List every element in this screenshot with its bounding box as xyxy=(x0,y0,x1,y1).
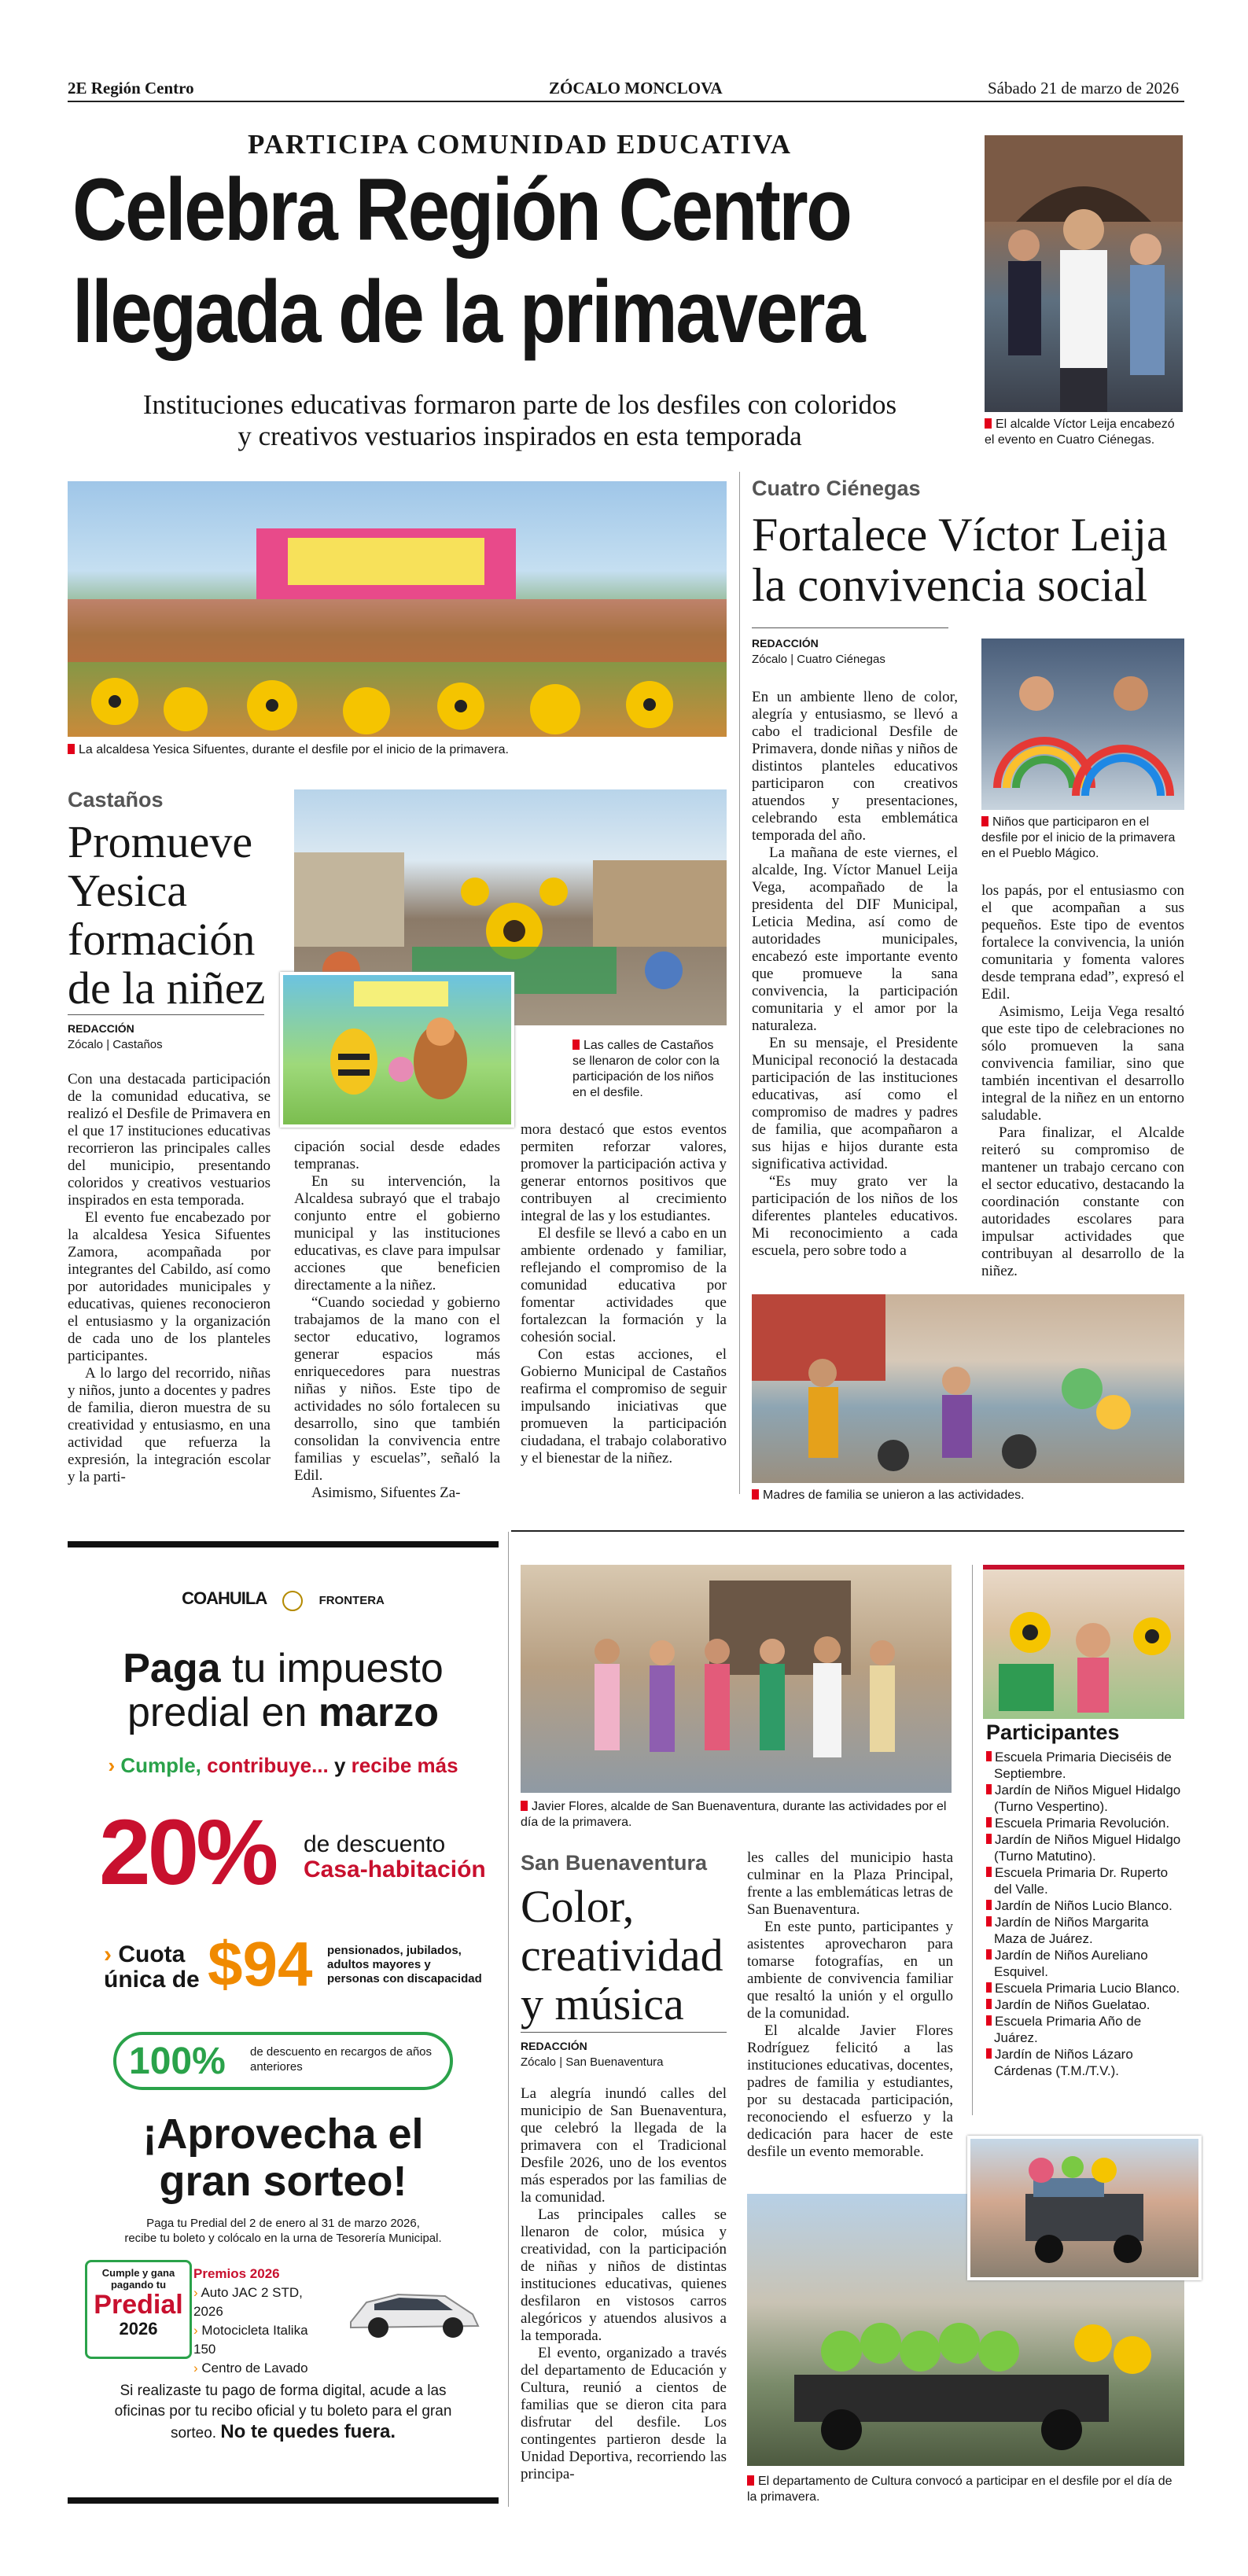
sb-col2 xyxy=(747,1849,953,2161)
lead-headline-line2: llegada de la primavera xyxy=(72,263,864,361)
paragraph: En su intervención, la Alcaldesa subrayó que el trabajo conjunto entre el gobierno municipal y las instituciones educativas, es clave para impulsar acciones que beneficien directamente a la niñez. xyxy=(294,1173,500,1294)
paragraph: Con una destacada participación de la comunidad educativa, se realizó el Desfile de Primavera en el que 17 instituciones educativas recorrieron las principales calles del municipio, presentando coloridos y creativos vestuarios inspirados en esta temporada. xyxy=(68,1071,271,1209)
sb-top-caption: Javier Flores, alcalde de San Buenaventura, durante las actividades por el día de la primavera. xyxy=(521,1799,952,1831)
paragraph: El evento, organizado a través del departamento de Educación y Cultura, reunió a cientos de familias que se dieron cita para disfrutar del desfile. Los contingentes partieron desde la Unidad Deportiva, recorriendo las principa- xyxy=(521,2345,727,2482)
predial-ad xyxy=(68,1541,499,2504)
deck-line2: y creativos vestuarios inspirados en esta temporada xyxy=(237,421,802,451)
column-divider xyxy=(739,472,740,1494)
sb-rule xyxy=(521,2032,727,2033)
paragraph: A lo largo del recorrido, niñas y niños, junto a docentes y padres de familia, dieron muestra de su creatividad y entusiasmo, en una actividad que refuerza la expresión, la integración escolar y la parti- xyxy=(68,1365,271,1485)
discount-line: Casa-habitación xyxy=(304,1857,486,1882)
slogan-part: y xyxy=(333,1754,346,1777)
slogan-part: recibe más xyxy=(351,1754,458,1777)
cuatro-kids-photo xyxy=(981,638,1184,810)
cuota-line: única de xyxy=(104,1967,200,1993)
participant-item: Escuela Primaria Lucio Blanco. xyxy=(986,1980,1183,1996)
lead-photo-art xyxy=(68,481,727,737)
participant-item: Escuela Primaria Dieciséis de Septiembre. xyxy=(986,1749,1183,1782)
cuatro-moms-caption: Madres de familia se unieron a las actividades. xyxy=(752,1488,1184,1503)
sb-section: San Buenaventura xyxy=(521,1851,708,1875)
header-rule xyxy=(68,101,1184,102)
castanos-costume-photo xyxy=(280,972,514,1128)
sorteo-note: Paga tu Predial del 2 de enero al 31 de marzo 2026, xyxy=(146,2217,420,2230)
sorteo-note: recibe tu boleto y colócalo en la urna de Tesorería Municipal. xyxy=(124,2232,442,2245)
paragraph: mora destacó que estos eventos permiten reforzar valores, promover la participación activa y generar entornos positivos que contribuyen al crecimiento integral de las y los estudiantes. xyxy=(521,1121,727,1224)
sb-byline xyxy=(521,2038,664,2070)
paper-name: ZÓCALO MONCLOVA xyxy=(549,79,723,98)
byline: REDACCIÓN xyxy=(521,2040,587,2052)
cuatro-title xyxy=(752,510,1192,610)
seal-icon xyxy=(282,1591,303,1611)
castanos-rule xyxy=(68,1014,264,1015)
castanos-photo-caption: Las calles de Castaños se llenaron de color con la participación de los niños en el desfile. xyxy=(572,1038,727,1101)
lead-kicker: PARTICIPA COMUNIDAD EDUCATIVA xyxy=(248,129,792,160)
ad-slogan: › Cumple, contribuye... y recibe más xyxy=(108,1754,458,1777)
issue-date: Sábado 21 de marzo de 2026 xyxy=(988,79,1180,98)
title-line: formación xyxy=(68,914,256,965)
participants-title: Participantes xyxy=(986,1720,1120,1744)
cuatro-col2 xyxy=(981,882,1184,1280)
paragraph: En este punto, participantes y asistentes aprovecharon para tomarse fotografías, en un ambiente de convivencia familiar que resaltó la unión y el orgullo de la comunidad. xyxy=(747,1919,953,2022)
paragraph: “Es muy grato ver la participación de los niños de los diferentes planteles educativos. Mi reconocimiento a cada escuela, pero sobre todo a xyxy=(752,1173,958,1259)
lead-deck xyxy=(68,389,972,452)
coahuila-logo: COAHUILA xyxy=(182,1588,267,1608)
sb-bottom-caption: El departamento de Cultura convocó a participar en el desfile por el día de la primavera. xyxy=(747,2474,1184,2505)
sb-participants-photo xyxy=(983,1565,1184,1719)
deck-line1: Instituciones educativas formaron parte de los desfiles con coloridos xyxy=(142,389,897,420)
cuatro-rule xyxy=(752,627,948,628)
participant-item: Jardín de Niños Lázaro Cárdenas (T.M./T.V.). xyxy=(986,2046,1183,2079)
sb-divider xyxy=(972,1565,973,2115)
participant-item: Jardín de Niños Guelatao. xyxy=(986,1996,1183,2013)
participant-item: Jardín de Niños Margarita Maza de Juárez. xyxy=(986,1914,1183,1947)
paragraph: Las principales calles se llenaron de color, música y creatividad, con la participación de niñas y niños de distintas instituciones educativas, quienes desfilaron en vistosos carros alegóricos y atuendos alusivos a la temporada. xyxy=(521,2206,727,2344)
dateline: Zócalo | Cuatro Ciénegas xyxy=(752,653,885,666)
slogan-part: contribuye... xyxy=(207,1754,329,1777)
ad-logos xyxy=(68,1588,499,1611)
ad-headline: Paga xyxy=(123,1646,221,1691)
mayor-photo-art xyxy=(985,135,1183,412)
kids-art xyxy=(981,638,1184,810)
participant-item: Jardín de Niños Miguel Hidalgo (Turno Matutino). xyxy=(986,1831,1183,1864)
page-label: 2E Región Centro xyxy=(68,79,194,98)
predial-badge xyxy=(85,2260,192,2359)
title-line: de la niñez xyxy=(68,962,266,1014)
paragraph: El evento fue encabezado por la alcaldesa Yesica Sifuentes Zamora, acompañada por integrantes del Cabildo, así como por autoridades municipales y educativas, quienes reconocieron el entusiasmo y la organización de cada uno de los planteles participantes. xyxy=(68,1209,271,1364)
participant-item: Jardín de Niños Miguel Hidalgo (Turno Vespertino). xyxy=(986,1782,1183,1815)
participant-item: Escuela Primaria Dr. Ruperto del Valle. xyxy=(986,1864,1183,1897)
discount-percent: 20% xyxy=(99,1801,276,1904)
ad-footer xyxy=(68,2381,499,2444)
recargos-pill xyxy=(113,2032,453,2090)
paragraph: En un ambiente lleno de color, alegría y entusiasmo, se llevó a cabo el tradicional Desfile de Primavera, donde niñas y niños de distintos planteles educativos participaron con creativos atuendos y presentaciones, celebrando esta emblemática temporada del año. xyxy=(752,689,958,844)
costume-art xyxy=(283,975,511,1124)
paragraph: los papás, por el entusiasmo con el que acompañan a sus pequeños. Este tipo de eventos fortalece la convivencia, la unión comunitaria y fomenta valores desde temprana edad”, expresó el Edil. xyxy=(981,882,1184,1003)
participant-item: Escuela Primaria Año de Juárez. xyxy=(986,2013,1183,2046)
truck-art xyxy=(970,2139,1198,2277)
premio-item: › Auto JAC 2 STD, 2026 xyxy=(193,2285,303,2319)
premios-list xyxy=(193,2265,327,2378)
participants-art xyxy=(983,1570,1184,1719)
title-line: y música xyxy=(521,1978,684,2030)
participant-item: Jardín de Niños Lucio Blanco. xyxy=(986,1897,1183,1914)
byline: REDACCIÓN xyxy=(68,1022,134,1035)
paragraph: cipación social desde edades tempranas. xyxy=(294,1139,500,1172)
cuota-label: › Cuota única de xyxy=(104,1941,200,1993)
badge-line: Predial xyxy=(94,2290,183,2320)
paragraph: les calles del municipio hasta culminar en la Plaza Principal, frente a las emblemáticas letras de San Buenaventura. xyxy=(747,1849,953,1918)
footer-line: Si realizaste tu pago de forma digital, acude a las xyxy=(120,2383,447,2399)
castanos-col3 xyxy=(521,1121,727,1467)
byline: REDACCIÓN xyxy=(752,637,819,650)
badge-line: Cumple y gana xyxy=(101,2267,175,2279)
castanos-col1 xyxy=(68,1071,271,1486)
title-line: Fortalece Víctor Leija xyxy=(752,509,1168,561)
footer-line: sorteo. xyxy=(170,2425,217,2442)
participants-list xyxy=(986,1749,1183,2079)
sb-top-photo xyxy=(521,1565,952,1793)
participant-item: Escuela Primaria Revolución. xyxy=(986,1815,1183,1831)
paragraph: “Cuando sociedad y gobierno trabajamos de la mano con el sector educativo, logramos generar espacios más enriquecedores para nuestras niñas y niños. Este tipo de actividades no sólo fortalecen su desarrollo, sino que también consolidan la convivencia entre familias y escuelas”, señaló la Edil. xyxy=(294,1294,500,1484)
paragraph: La mañana de este viernes, el alcalde, Ing. Víctor Manuel Leija Vega, acompañado de la presidenta del DIF Municipal, Leticia Medina, así como de autoridades municipales, encabezó este importante evento que promueve la sana convivencia, la participación comunitaria y el amor por la naturaleza. xyxy=(752,845,958,1034)
sorteo-line: gran sorteo! xyxy=(159,2158,407,2205)
discount-label xyxy=(304,1832,486,1882)
cuota-note: pensionados, jubilados, adultos mayores y personas con discapacidad xyxy=(327,1944,482,1985)
cuota-amount: $94 xyxy=(208,1929,313,1999)
paragraph: Con estas acciones, el Gobierno Municipal de Castaños reafirma el compromiso de seguir impulsando iniciativas que promueven la participación ciudadana, el trabajo colaborativo y el bienestar de la niñez. xyxy=(521,1346,727,1466)
castanos-section: Castaños xyxy=(68,788,164,811)
car-icon xyxy=(343,2279,484,2342)
paragraph: Asimismo, Sifuentes Za- xyxy=(311,1485,461,1501)
paragraph: El desfile se llevó a cabo en un ambiente ordenado y familiar, reflejando el compromiso de la comunidad educativa por fomentar actividades que fortalezcan la formación y la cohesión social. xyxy=(521,1225,727,1345)
lead-photo-caption: La alcaldesa Yesica Sifuentes, durante el desfile por el inicio de la primavera. xyxy=(68,742,727,758)
cuota-line: Cuota xyxy=(118,1941,186,1967)
lower-rule xyxy=(511,1530,1184,1532)
title-line: la convivencia social xyxy=(752,559,1148,611)
slogan-part: Cumple, xyxy=(120,1754,201,1777)
ad-headline: marzo xyxy=(318,1690,439,1735)
cuatro-col1 xyxy=(752,689,958,1260)
mayor-caption: El alcalde Víctor Leija encabezó el evento en Cuatro Ciénegas. xyxy=(985,417,1183,448)
paragraph: La alegría inundó calles del municipio de San Buenaventura, que celebró la llegada de la primavera con el Tradicional Desfile 2026, uno de los eventos más esperados por las familias de la comunidad. xyxy=(521,2085,727,2206)
sb-truck-photo xyxy=(967,2136,1202,2280)
cuatro-section: Cuatro Ciénegas xyxy=(752,477,921,500)
badge-line: pagando tu xyxy=(110,2279,167,2291)
castanos-title xyxy=(68,818,288,1013)
castanos-byline xyxy=(68,1021,163,1053)
sb-top-art xyxy=(521,1565,952,1793)
castanos-col2 xyxy=(294,1139,500,1502)
dateline: Zócalo | San Buenaventura xyxy=(521,2055,664,2069)
ad-headline: predial en xyxy=(127,1690,307,1735)
badge-line: 2026 xyxy=(119,2319,158,2339)
title-line: creatividad xyxy=(521,1930,723,1981)
lead-photo xyxy=(68,481,727,737)
premio-item: › Motocicleta Italika 150 xyxy=(193,2323,308,2357)
title-line: Yesica xyxy=(68,865,187,916)
cuatro-moms-photo xyxy=(752,1294,1184,1483)
recargos-percent: 100% xyxy=(129,2041,226,2082)
moms-art xyxy=(752,1294,1184,1483)
paragraph: Para finalizar, el Alcalde reiteró su compromiso de mantener un trabajo cercano con el sector educativo, destacando la coordinación constante con autoridades escolares para impulsar actividades que contribuyan al desarrollo de la niñez. xyxy=(981,1124,1184,1279)
paragraph: El alcalde Javier Flores Rodríguez felicitó a las instituciones educativas, docentes, padres de familia y estudiantes, por su destacada participación, reconociendo el esfuerzo y la dedicación para hacer de este desfile un evento memorable. xyxy=(747,2022,953,2160)
paragraph: En su mensaje, el Presidente Municipal reconoció la destacada participación de las instituciones educativas, así como el compromiso de madres y padres de familia, que acompañaron a sus hijas e hijos durante esta significativa actividad. xyxy=(752,1035,958,1172)
discount-line: de descuento xyxy=(304,1831,446,1857)
participant-item: Jardín de Niños Aureliano Esquivel. xyxy=(986,1947,1183,1980)
premios-title: Premios 2026 xyxy=(193,2266,280,2281)
title-line: Promueve xyxy=(68,816,253,867)
sorteo-notes xyxy=(68,2216,499,2246)
footer-emphasis: No te quedes fuera. xyxy=(220,2421,396,2442)
lower-divider xyxy=(508,1532,509,2507)
footer-line: oficinas por tu recibo oficial y tu boleto para el gran xyxy=(114,2403,452,2420)
premio-item: › Centro de Lavado xyxy=(193,2361,308,2375)
sb-col1 xyxy=(521,2085,727,2483)
sorteo-line: ¡Aprovecha el xyxy=(142,2110,424,2158)
recargos-note: de descuento en recargos de años anteriores xyxy=(250,2045,432,2074)
cuatro-kids-caption: Niños que participaron en el desfile por el inicio de la primavera en el Pueblo Mágico. xyxy=(981,815,1184,862)
ad-headline: tu impuesto xyxy=(231,1646,444,1691)
title-line: Color, xyxy=(521,1881,635,1932)
sb-title xyxy=(521,1882,741,2029)
frontera-logo: FRONTERA xyxy=(318,1594,385,1607)
dateline: Zócalo | Castaños xyxy=(68,1038,163,1051)
sorteo-headline xyxy=(68,2110,499,2205)
mayor-photo xyxy=(985,135,1183,412)
cuatro-byline xyxy=(752,635,885,668)
lead-headline-line1: Celebra Región Centro xyxy=(72,160,851,259)
paragraph: Asimismo, Leija Vega resaltó que este tipo de celebraciones no sólo promueven la sana convivencia familiar, sino que también incentivan el desarrollo integral de la niñez en un entorno saludable. xyxy=(981,1003,1184,1124)
